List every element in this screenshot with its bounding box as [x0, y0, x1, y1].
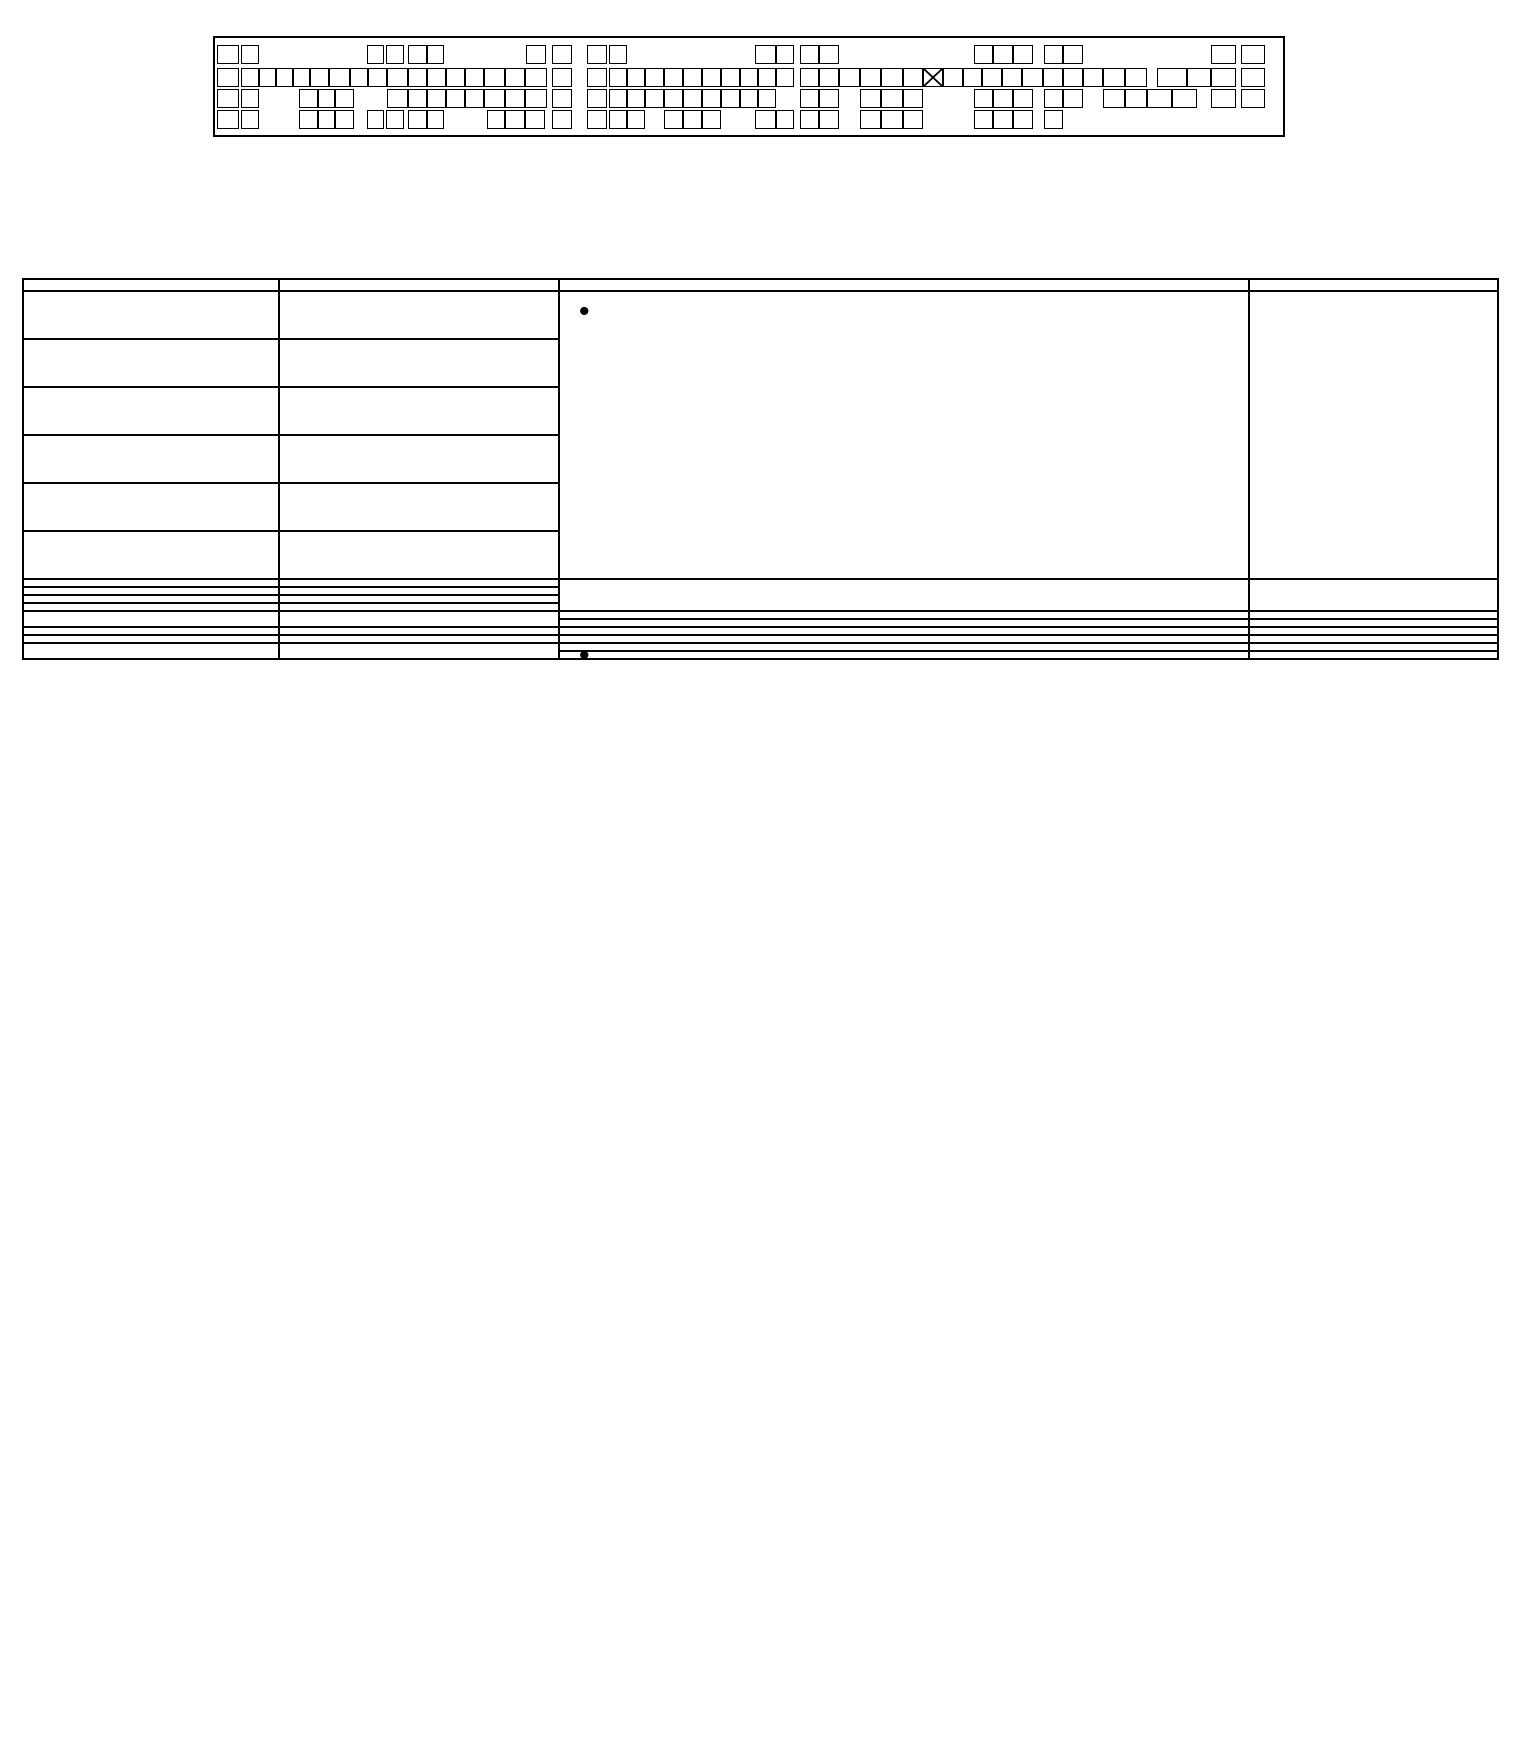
connector-pin: [1044, 45, 1063, 64]
connector-pin: [993, 45, 1013, 64]
connector-pin: [386, 110, 404, 129]
connector-pin: [526, 45, 546, 64]
connector-pin: [1187, 68, 1211, 87]
connector-pin: [1211, 45, 1236, 64]
connector-pin: [427, 68, 446, 87]
terminal-cell: [23, 635, 279, 643]
connector-pin: [819, 110, 839, 129]
connector-pin: [552, 89, 572, 108]
connector-pin: [800, 68, 819, 87]
table-row: [23, 611, 1498, 619]
connector-pin: [881, 89, 903, 108]
connector-pin: [758, 68, 776, 87]
connector-pin: [1083, 68, 1103, 87]
condition-cell: [559, 635, 1249, 643]
connector-pin: [350, 68, 368, 87]
connector-pin: [881, 110, 903, 129]
connector-pin: [329, 68, 350, 87]
connector-pin: [1013, 89, 1033, 108]
connector-pin: [683, 68, 702, 87]
normal-cell: [1249, 619, 1498, 627]
connector-pin: [525, 89, 547, 108]
terminal-cell: [23, 579, 279, 587]
connector-pin: [755, 110, 776, 129]
connector-pin: [1125, 89, 1147, 108]
header-normal-condition: [1249, 279, 1498, 291]
item-cell: [279, 387, 559, 435]
connector-pin: [318, 89, 335, 108]
connector-pin: [427, 45, 444, 64]
normal-cell: [1249, 651, 1498, 659]
connector-pin: [1013, 45, 1033, 64]
connector-pin: [1125, 68, 1147, 87]
table-row: [23, 643, 1498, 651]
connector-pin: [819, 68, 839, 87]
connector-pin: [505, 89, 525, 108]
item-cell: [279, 587, 559, 595]
condition-cell: [559, 579, 1249, 611]
connector-pin: [427, 110, 444, 129]
connector-pin: [505, 110, 525, 129]
connector-pin: [1157, 68, 1187, 87]
connector-pin: [408, 89, 427, 108]
item-cell: [279, 595, 559, 603]
item-cell: [279, 627, 559, 635]
normal-cell: [1249, 291, 1498, 579]
connector-pin: [1241, 45, 1265, 64]
connector-pin: [465, 68, 484, 87]
connector-pin: [367, 45, 384, 64]
connector-pin: [587, 68, 607, 87]
connector-pin: [484, 68, 505, 87]
item-cell: [279, 483, 559, 531]
terminal-cell: [23, 627, 279, 635]
connector-pin: [525, 110, 545, 129]
connector-pin: [627, 110, 645, 129]
connector-pin: [702, 68, 721, 87]
terminal-inspection-table: [22, 278, 1499, 660]
connector-pin: [1241, 68, 1265, 87]
connector-pin: [552, 110, 572, 129]
terminal-cell: [23, 483, 279, 531]
connector-pin: [800, 110, 819, 129]
terminal-cell: [23, 611, 279, 627]
connector-pin: [903, 68, 923, 87]
normal-cell: [1249, 579, 1498, 611]
connector-pin: [1211, 89, 1236, 108]
connector-pin: [335, 110, 354, 129]
connector-pin: [1022, 68, 1043, 87]
item-cell: [279, 643, 559, 659]
connector-pin: [1147, 89, 1172, 108]
connector-pin: [800, 45, 819, 64]
connector-pin: [664, 68, 683, 87]
connector-pin: [368, 68, 387, 87]
connector-pin: [974, 89, 993, 108]
connector-pin: [683, 110, 702, 129]
connector-pin: [387, 68, 408, 87]
connector-pin: [740, 89, 758, 108]
table-row: [23, 635, 1498, 643]
connector-pin: [408, 110, 427, 129]
connector-pin: [702, 89, 721, 108]
connector-pin: [587, 89, 607, 108]
header-inspection-item: [279, 279, 559, 291]
connector-pin: [609, 68, 627, 87]
condition-cell: [559, 291, 1249, 579]
connector-pin: [299, 110, 318, 129]
connector-pin: [800, 89, 819, 108]
condition-cell: [559, 611, 1249, 619]
header-inspection-condition: [559, 279, 1249, 291]
connector-pin: [721, 68, 740, 87]
terminal-cell: [23, 595, 279, 603]
connector-pin: [963, 68, 982, 87]
connector-pin: [609, 45, 627, 64]
connector-pin: [408, 45, 427, 64]
connector-pin: [1241, 89, 1265, 108]
table-row: [23, 579, 1498, 587]
connector-pin: [552, 68, 572, 87]
ecm-connector-diagram: [213, 36, 1285, 137]
terminal-cell: [23, 387, 279, 435]
connector-pin: [1103, 89, 1125, 108]
connector-pin: [1044, 110, 1063, 129]
connector-pin: [465, 89, 484, 108]
connector-pin: [860, 110, 881, 129]
terminal-cell: [23, 587, 279, 595]
connector-pin: [943, 68, 963, 87]
item-cell: [279, 339, 559, 387]
connector-pin: [903, 89, 923, 108]
connector-pin: [1063, 45, 1083, 64]
connector-pin: [776, 45, 794, 64]
connector-pin: [974, 110, 993, 129]
connector-pin: [241, 68, 259, 87]
condition-cell: [559, 627, 1249, 635]
connector-pin: [683, 89, 702, 108]
condition-cell: [559, 643, 1249, 651]
connector-pin: [217, 68, 239, 87]
connector-pin: [645, 68, 664, 87]
item-cell: [279, 531, 559, 579]
connector-pin: [386, 45, 404, 64]
connector-pin: [241, 45, 259, 64]
connector-pin: [982, 68, 1002, 87]
connector-pin: [318, 110, 335, 129]
connector-pin: [293, 68, 310, 87]
connector-pin: [335, 89, 354, 108]
terminal-cell: [23, 643, 279, 659]
connector-pin: [387, 89, 408, 108]
condition-cell: [559, 619, 1249, 627]
connector-pin: [427, 89, 446, 108]
normal-cell: [1249, 611, 1498, 619]
connector-pin: [446, 68, 465, 87]
connector-pin: [1063, 68, 1083, 87]
connector-pin: [702, 110, 721, 129]
normal-cell: [1249, 627, 1498, 635]
connector-pin: [484, 89, 505, 108]
terminal-cell: [23, 603, 279, 611]
connector-pin: [627, 89, 645, 108]
connector-pin: [860, 68, 881, 87]
connector-pin: [276, 68, 293, 87]
table-row: [23, 291, 1498, 339]
connector-pin: [505, 68, 525, 87]
normal-cell: [1249, 635, 1498, 643]
connector-pin: [217, 110, 239, 129]
connector-pin: [1002, 68, 1022, 87]
connector-pin: [664, 89, 683, 108]
connector-pin: [525, 68, 547, 87]
connector-pin: [310, 68, 329, 87]
connector-pin: [721, 89, 740, 108]
connector-pin: [587, 110, 607, 129]
item-cell: [279, 603, 559, 611]
connector-pin: [860, 89, 881, 108]
condition-cell: [559, 651, 1249, 659]
connector-pin: [367, 110, 384, 129]
connector-pin: [587, 45, 607, 64]
connector-pin: [259, 68, 276, 87]
table-header-row: [23, 279, 1498, 291]
connector-pin: [552, 45, 572, 64]
item-cell: [279, 635, 559, 643]
header-terminal-no: [23, 279, 279, 291]
normal-cell: [1249, 643, 1498, 651]
terminal-cell: [23, 291, 279, 339]
connector-pin: [217, 89, 239, 108]
blocked-pin-icon: [923, 68, 943, 87]
connector-pin: [446, 89, 465, 108]
item-cell: [279, 579, 559, 587]
connector-pin: [881, 68, 903, 87]
terminal-cell: [23, 531, 279, 579]
connector-pin: [609, 89, 627, 108]
table-row: [23, 627, 1498, 635]
connector-pin: [974, 45, 993, 64]
connector-pin: [299, 89, 318, 108]
connector-pin: [627, 68, 645, 87]
connector-pin: [1211, 68, 1236, 87]
connector-pin: [1063, 89, 1083, 108]
connector-pin: [839, 68, 860, 87]
connector-pin: [408, 68, 427, 87]
connector-pin: [217, 45, 239, 64]
item-cell: [279, 435, 559, 483]
connector-pin: [758, 89, 776, 108]
connector-pin: [487, 110, 505, 129]
terminal-cell: [23, 435, 279, 483]
connector-pin: [993, 110, 1013, 129]
connector-pin: [645, 89, 664, 108]
item-cell: [279, 611, 559, 627]
connector-pin: [1013, 110, 1033, 129]
connector-pin: [740, 68, 758, 87]
terminal-cell: [23, 339, 279, 387]
connector-pin: [664, 110, 683, 129]
connector-pin: [1043, 68, 1063, 87]
connector-pin: [241, 89, 259, 108]
connector-pin: [819, 45, 839, 64]
connector-pin: [1044, 89, 1063, 108]
item-cell: [279, 291, 559, 339]
connector-pin: [1103, 68, 1125, 87]
connector-pin: [1172, 89, 1197, 108]
connector-pin: [993, 89, 1013, 108]
connector-pin: [755, 45, 776, 64]
connector-pin: [609, 110, 627, 129]
connector-pin: [241, 110, 259, 129]
connector-pin: [776, 110, 794, 129]
connector-pin: [776, 68, 794, 87]
connector-pin: [819, 89, 839, 108]
connector-pin: [903, 110, 923, 129]
